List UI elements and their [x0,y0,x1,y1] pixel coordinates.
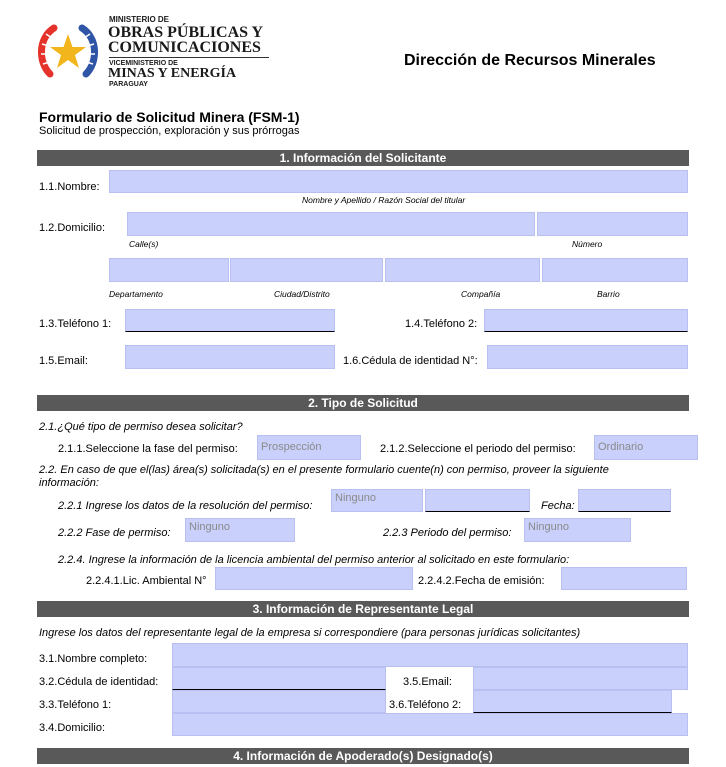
section2-header: 2. Tipo de Solicitud [37,395,689,411]
rep-tel2-input[interactable] [473,690,672,713]
rep-nombre-label: 3.1.Nombre completo: [39,653,148,665]
fecha-label: Fecha: [541,500,575,512]
licencia-label: 2.2.4.1.Lic. Ambiental N° [86,575,207,587]
fase-select[interactable]: Prospección [257,435,361,460]
barrio-input[interactable] [542,258,688,282]
compania-input[interactable] [385,258,540,282]
rep-tel2-label: 3.6.Teléfono 2: [389,699,462,711]
country: PARAGUAY [109,81,148,88]
rep-email-label: 3.5.Email: [403,676,452,688]
nombre-label: 1.1.Nombre: [39,181,100,193]
rep-email-input[interactable] [473,667,688,690]
q22-line1: 2.2. En caso de que el(las) área(s) solicitada(s) en el presente formulario cuente(n) con permiso, proveer la siguiente [39,464,609,476]
section4-header: 4. Información de Apoderado(s) Designado(s) [37,748,689,764]
rep-domicilio-label: 3.4.Domicilio: [39,722,106,734]
licencia-intro: 2.2.4. Ingrese la información de la licencia ambiental del permiso anterior al solicitado en este formulario: [58,554,570,566]
section3-header: 3. Información de Representante Legal [37,601,689,617]
form-title: Formulario de Solicitud Minera (FSM-1) [39,109,300,125]
fase2-select[interactable]: Ninguno [185,518,295,542]
emision-label: 2.2.4.2.Fecha de emisión: [418,575,545,587]
ministry-logo [36,20,100,84]
ciudad-input[interactable] [230,258,383,282]
numero-sublabel: Número [572,239,603,249]
q22-line2: información: [39,477,99,489]
section1-header: 1. Información del Solicitante [37,150,689,166]
section3-intro: Ingrese los datos del representante legal de la empresa si correspondiere (para personas jurídicas solicitantes) [39,627,581,639]
rep-cedula-label: 3.2.Cédula de identidad: [39,676,159,688]
departamento-input[interactable] [109,258,229,282]
vice-line: MINAS Y ENERGÍA [108,66,237,81]
calle-input[interactable] [127,212,535,236]
ministry-line1: OBRAS PÚBLICAS Y [108,24,263,41]
periodo-label: 2.1.2.Seleccione el periodo del permiso: [380,443,576,455]
compania-sublabel: Compañía [461,289,501,299]
vice-small: VICEMINISTERIO DE [109,60,178,67]
telefono2-input[interactable] [484,309,688,332]
rep-tel1-label: 3.3.Teléfono 1: [39,699,112,711]
ciudad-sublabel: Ciudad/Distrito [274,289,330,299]
rep-tel1-input[interactable] [172,690,386,713]
periodo-select[interactable]: Ordinario [594,435,698,460]
emision-input[interactable] [561,567,687,590]
telefono1-input[interactable] [125,309,335,332]
departamento-sublabel: Departamento [109,289,163,299]
calle-sublabel: Calle(s) [129,239,159,249]
nombre-input[interactable] [109,170,688,193]
form-subtitle: Solicitud de prospección, exploración y sus prórrogas [39,125,300,137]
nombre-sublabel: Nombre y Apellido / Razón Social del titular [302,195,466,205]
resolucion-input[interactable]: Ninguno [331,489,423,512]
ministry-small: MINISTERIO DE [109,15,170,24]
domicilio-label: 1.2.Domicilio: [39,222,106,234]
rep-domicilio-input[interactable] [172,713,688,736]
email-input[interactable] [125,345,335,369]
cedula-input[interactable] [487,345,688,369]
fecha-input[interactable] [578,489,671,512]
q21-label: 2.1.¿Qué tipo de permiso desea solicitar? [39,421,243,433]
licencia-input[interactable] [215,567,413,590]
numero-input[interactable] [537,212,688,236]
fase-label: 2.1.1.Seleccione la fase del permiso: [58,443,238,455]
ministry-divider [109,57,269,58]
direction-title: Dirección de Recursos Minerales [404,52,656,69]
periodo2-select[interactable]: Ninguno [524,518,631,542]
telefono2-label: 1.4.Teléfono 2: [405,318,478,330]
resolucion-extra-input[interactable] [425,489,530,512]
resolucion-label: 2.2.1 Ingrese los datos de la resolución del permiso: [58,500,313,512]
barrio-sublabel: Barrio [597,289,620,299]
cedula-label: 1.6.Cédula de identidad N°: [343,355,478,367]
fase2-label: 2.2.2 Fase de permiso: [58,527,171,539]
telefono1-label: 1.3.Teléfono 1: [39,318,112,330]
star-wreath-logo-icon [36,20,100,84]
periodo2-label: 2.2.3 Periodo del permiso: [383,527,512,539]
email-label: 1.5.Email: [39,355,88,367]
ministry-line2: COMUNICACIONES [108,39,261,56]
rep-nombre-input[interactable] [172,643,688,667]
rep-cedula-input[interactable] [172,667,386,690]
